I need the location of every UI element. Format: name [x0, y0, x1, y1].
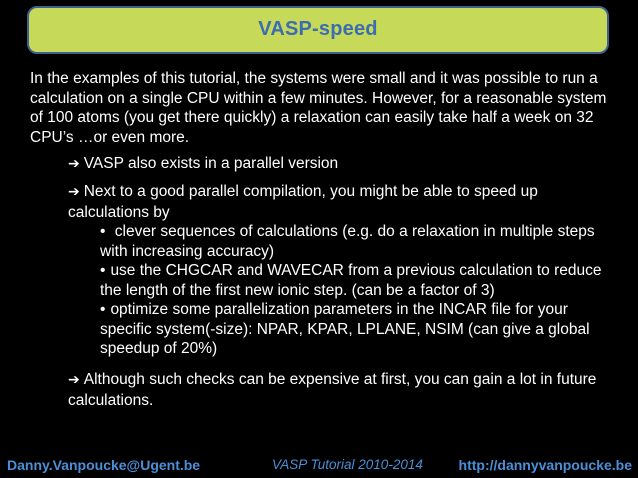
footer-course: VASP Tutorial 2010-2014: [272, 457, 423, 472]
footer: [0, 454, 638, 478]
bullet-icon: •: [100, 301, 106, 318]
point-checks: [68, 370, 608, 410]
speedup-list: [100, 222, 608, 359]
bullet-icon: •: [100, 262, 106, 279]
slide-title: VASP-speed: [258, 18, 378, 40]
bullet-icon: •: [100, 223, 106, 240]
intro-paragraph: In the examples of this tutorial, the systems were small and it was possible to run a calculation on a single CPU within a few minutes. However, for a reasonable system of 100 atoms (you get there quickly) a relaxation can easily take half a week on 32 CPU’s …or even more.: [30, 70, 607, 146]
list-item: • clever sequences of calculations (e.g. do a relaxation in multiple steps with increasing accuracy): [100, 223, 595, 260]
footer-email: Danny.Vanpoucke@Ugent.be: [7, 457, 201, 473]
list-item: • use the CHGCAR and WAVECAR from a previous calculation to reduce the length of the first new ionic step. (can be a factor of 3): [100, 262, 602, 299]
point-parallel: [68, 154, 608, 175]
arrow-icon: ➔: [68, 372, 80, 388]
arrow-icon: ➔: [68, 156, 80, 172]
footer-url: http://dannyvanpoucke.be: [458, 457, 632, 473]
list-item: • optimize some parallelization parameters in the INCAR file for your specific system(-size): NPAR, KPAR, LPLANE, NSIM (can give a global speedup of 20%): [100, 301, 590, 357]
point-speedup: [68, 182, 608, 359]
point-parallel-text: VASP also exists in a parallel version: [83, 155, 339, 172]
title-banner: [27, 6, 609, 54]
arrow-icon: ➔: [68, 184, 80, 200]
point-checks-text: Although such checks can be expensive at first, you can gain a lot in future calculations.: [68, 371, 597, 409]
point-speedup-text: Next to a good parallel compilation, you might be able to speed up calculations by: [68, 183, 538, 221]
